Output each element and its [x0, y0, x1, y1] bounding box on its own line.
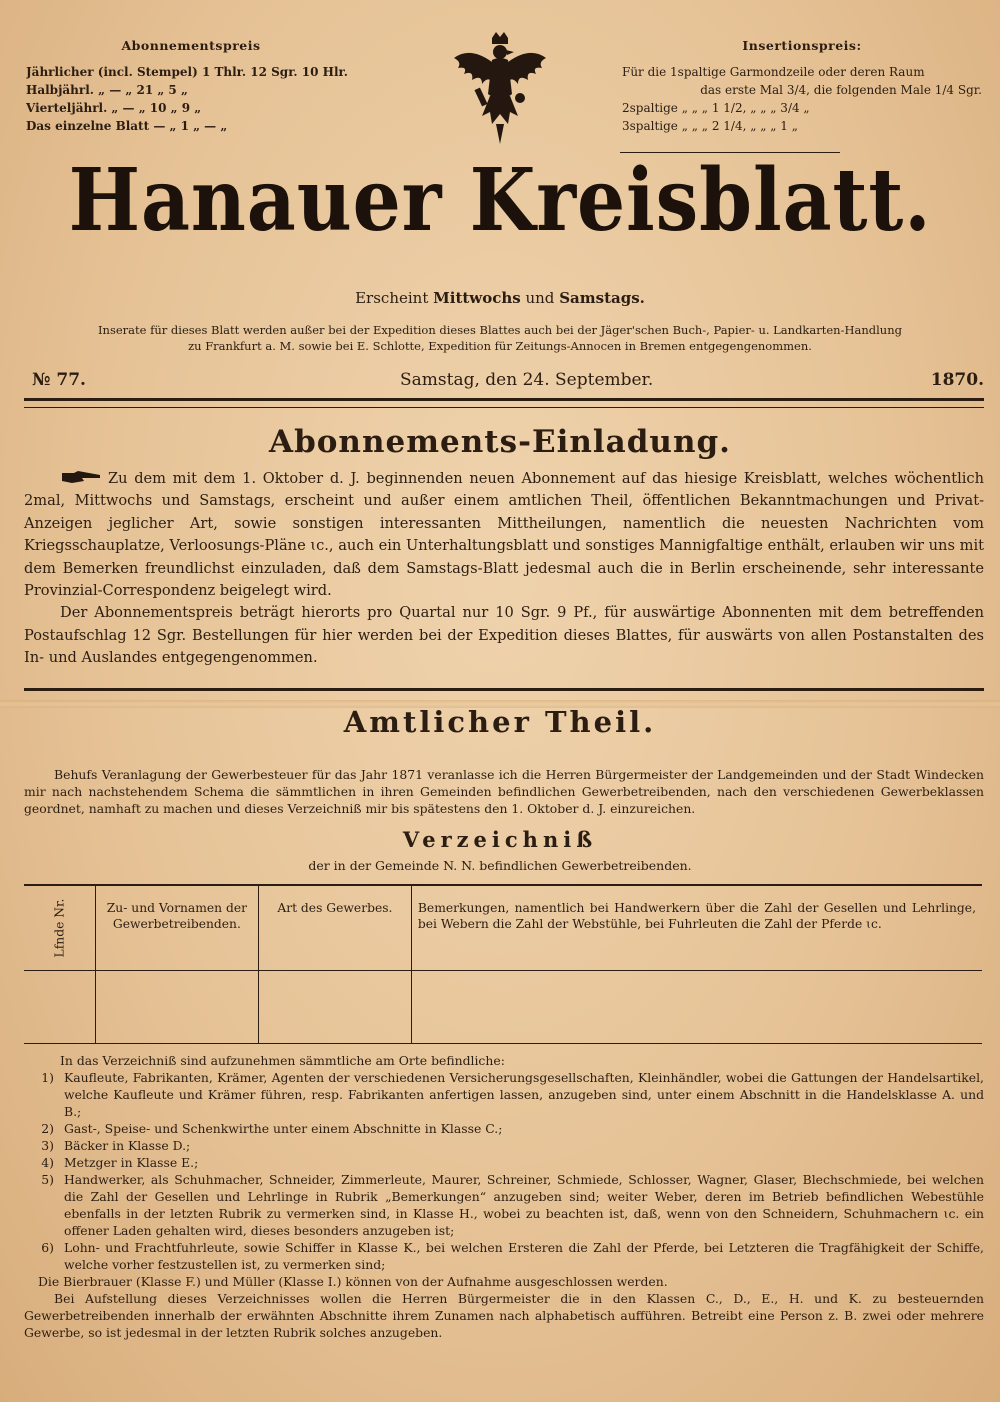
subscription-price-box [26, 38, 356, 135]
advertising-notice-line: zu Frankfurt a. M. sowie bei E. Schlotte, Expedition für Zeitungs-Annocen in Bremen entgegengenommen. [188, 339, 812, 353]
list-item-number: 3) [41, 1138, 54, 1153]
list-item-number: 1) [41, 1070, 54, 1085]
section-rule [24, 688, 984, 691]
invitation-text [24, 468, 984, 670]
subscription-row: Das einzelne Blatt — „ 1 „ — „ [26, 119, 228, 133]
eagle-crest-icon [452, 32, 548, 144]
list-item-number: 2) [41, 1121, 54, 1136]
register-instructions [24, 1052, 984, 1341]
register-table-row [24, 971, 982, 1044]
table-cell [258, 971, 411, 1044]
invitation-paragraph [24, 468, 984, 602]
schedule-text: und [525, 289, 555, 307]
insertion-row: das erste Mal 3/4, die folgenden Male 1/4 Sgr. [700, 83, 982, 97]
issue-number: № 77. [32, 370, 86, 390]
register-table [24, 884, 982, 1044]
subscription-row: Jährlicher (incl. Stempel) 1 Thlr. 12 Sgr. 10 Hlr. [26, 65, 348, 79]
insertion-row: 2spaltige „ „ „ 1 1/2, „ „ „ 3/4 „ [622, 101, 810, 115]
list-item [24, 1120, 984, 1137]
table-cell [24, 971, 95, 1044]
dateline-rule [24, 398, 984, 408]
invitation-heading: Abonnements-Einladung. [269, 424, 731, 460]
list-item-text: Gast-, Speise- und Schenkwirthe unter einem Abschnitte in Klasse C.; [64, 1121, 503, 1136]
insertion-row: Für die 1spaltige Garmondzeile oder deren Raum [622, 65, 925, 79]
schedule-day: Mittwochs [433, 289, 521, 307]
pointing-hand-icon [60, 470, 102, 484]
schedule-day: Samstags. [559, 289, 645, 307]
official-section-heading: Amtlicher Theil. [343, 705, 657, 739]
subscription-price-title: Abonnementspreis [121, 38, 261, 53]
subscription-row: Vierteljährl. „ — „ 10 „ 9 „ [26, 101, 202, 115]
schedule-text: Erscheint [355, 289, 429, 307]
register-subtitle: der in der Gemeinde N. N. befindlichen Gewerbetreibenden. [308, 858, 692, 873]
issue-dateline [30, 370, 984, 396]
list-item-number: 6) [41, 1240, 54, 1255]
list-item-text: Handwerker, als Schuhmacher, Schneider, Zimmerleute, Maurer, Schreiner, Schmiede, Schlosser, Wagner, Glaser, Blechschmiede, bei welchen die Zahl der Gesellen und Lehrlinge in Rubrik „Bemerkungen“ anzugeben sind; weiter Weber, deren im Betrieb befindlichen Webestühle ebenfalls in der letzten Rubrik zu vermerken sind, in Klasse H., wobei zu beachten ist, daß, wenn von den Schneidern, Schuhmachern ɩc. ein offener Laden gehalten wird, dieses besonders anzugeben ist; [64, 1172, 984, 1238]
invitation-paragraph-text: Zu dem mit dem 1. Oktober d. J. beginnenden neuen Abonnement auf das hiesige Kreisblatt, welches wöchentlich 2mal, Mittwochs und Samstags, erscheint und außer einem amtlichen Theil, öffentlichen Bekanntmachungen und Privat-Anzeigen jeglicher Art, sowie sonstigen interessanten Mittheilungen, namentlich die neuesten Nachrichten vom Kriegsschauplatze, Verloosungs-Pläne ɩc., auch ein Unterhaltungsblatt und sonstiges Mannigfaltige enthält, erlauben wir uns mit dem Bemerken freundlichst einzuladen, daß dem Samstags-Blatt jedesmal auch die in Berlin erscheinende, sehr interessante Provinzial-Correspondenz beigelegt wird. [24, 470, 984, 600]
list-intro: In das Verzeichniß sind aufzunehmen sämmtliche am Orte befindliche: [60, 1053, 505, 1068]
insertion-price-title: Insertionspreis: [742, 38, 862, 53]
official-notice-text: Behufs Veranlagung der Gewerbesteuer für das Jahr 1871 veranlasse ich die Herren Bürgermeister der Landgemeinden und der Stadt Windecken mir nach nachstehendem Schema die sämmtlichen in ihren Gemeinden befindlichen Gewerbetreibenden, nach den verschiedenen Gewerbeklassen geordnet, namhaft zu machen und dieses Verzeichniß mir bis spätestens den 1. Oktober d. J. einzureichen. [24, 767, 984, 816]
register-table-header [24, 885, 982, 971]
list-item-number: 5) [41, 1172, 54, 1187]
list-item [24, 1069, 984, 1120]
issue-year: 1870. [930, 370, 984, 390]
newspaper-title: Hanauer Kreisblatt. [68, 150, 932, 251]
closing-note: Die Bierbrauer (Klasse F.) und Müller (Klasse I.) können von der Aufnahme ausgeschlossen werden. [38, 1274, 668, 1289]
publication-schedule [0, 289, 1000, 307]
column-header-names: Zu- und Vornamen der Gewerbetreibenden. [95, 885, 258, 971]
list-item-text: Metzger in Klasse E.; [64, 1155, 199, 1170]
table-cell [95, 971, 258, 1044]
column-header-number [24, 885, 95, 971]
list-item-text: Bäcker in Klasse D.; [64, 1138, 191, 1153]
table-cell [411, 971, 982, 1044]
column-header-label: Lfnde Nr. [52, 898, 67, 958]
list-item [24, 1171, 984, 1239]
list-item-text: Kaufleute, Fabrikanten, Krämer, Agenten der verschiedenen Versicherungsgesellschaften, Kleinhändler, wobei die Gattungen der Handelsartikel, welche Kaufleute und Krämer führen, resp. Fabrikanten anfertigen lassen, anzugeben sind, unter einem Abschnitt in die Handelsklasse A. und B.; [64, 1070, 984, 1119]
list-item [24, 1239, 984, 1273]
closing-note: Bei Aufstellung dieses Verzeichnisses wollen die Herren Bürgermeister die in den Klassen C., D., E., H. und K. zu besteuernden Gewerbetreibenden innerhalb der erwähnten Abschnitte ihrem Zunamen nach alphabetisch aufführen. Betreibt eine Person z. B. zwei oder mehrere Gewerbe, so ist jedesmal in der letzten Rubrik solches anzugeben. [24, 1291, 984, 1340]
advertising-notice [34, 322, 966, 354]
issue-date: Samstag, den 24. September. [400, 370, 654, 390]
list-item-number: 4) [41, 1155, 54, 1170]
official-notice [24, 766, 984, 817]
column-header-trade: Art des Gewerbes. [258, 885, 411, 971]
insertion-row: 3spaltige „ „ „ 2 1/4, „ „ „ 1 „ [622, 119, 798, 133]
list-item [24, 1154, 984, 1171]
list-item-text: Lohn- und Frachtfuhrleute, sowie Schiffer in Klasse K., bei welchen Ersteren die Zahl der Pferde, bei Letzteren die Tragfähigkeit der Schiffe, welche vorher festzustellen ist, zu vermerken sind; [64, 1240, 984, 1272]
subscription-row: Halbjährl. „ — „ 21 „ 5 „ [26, 83, 188, 97]
insertion-price-box [622, 38, 982, 135]
list-item [24, 1137, 984, 1154]
invitation-paragraph: Der Abonnementspreis beträgt hierorts pro Quartal nur 10 Sgr. 9 Pf., für auswärtige Abonnenten mit dem betreffenden Postaufschlag 12 Sgr. Bestellungen für hier werden bei der Expedition dieses Blattes, für auswärts von allen Postanstalten des In- und Auslandes entgegengenommen. [24, 604, 984, 667]
advertising-notice-line: Inserate für dieses Blatt werden außer bei der Expedition dieses Blattes auch bei der Jäger'schen Buch-, Papier- u. Landkarten-Handlung [98, 323, 902, 337]
column-header-remarks: Bemerkungen, namentlich bei Handwerkern über die Zahl der Gesellen und Lehrlinge, bei Webern die Zahl der Webstühle, bei Fuhrleuten die Zahl der Pferde ɩc. [411, 885, 982, 971]
register-title: Verzeichniß [402, 827, 598, 852]
